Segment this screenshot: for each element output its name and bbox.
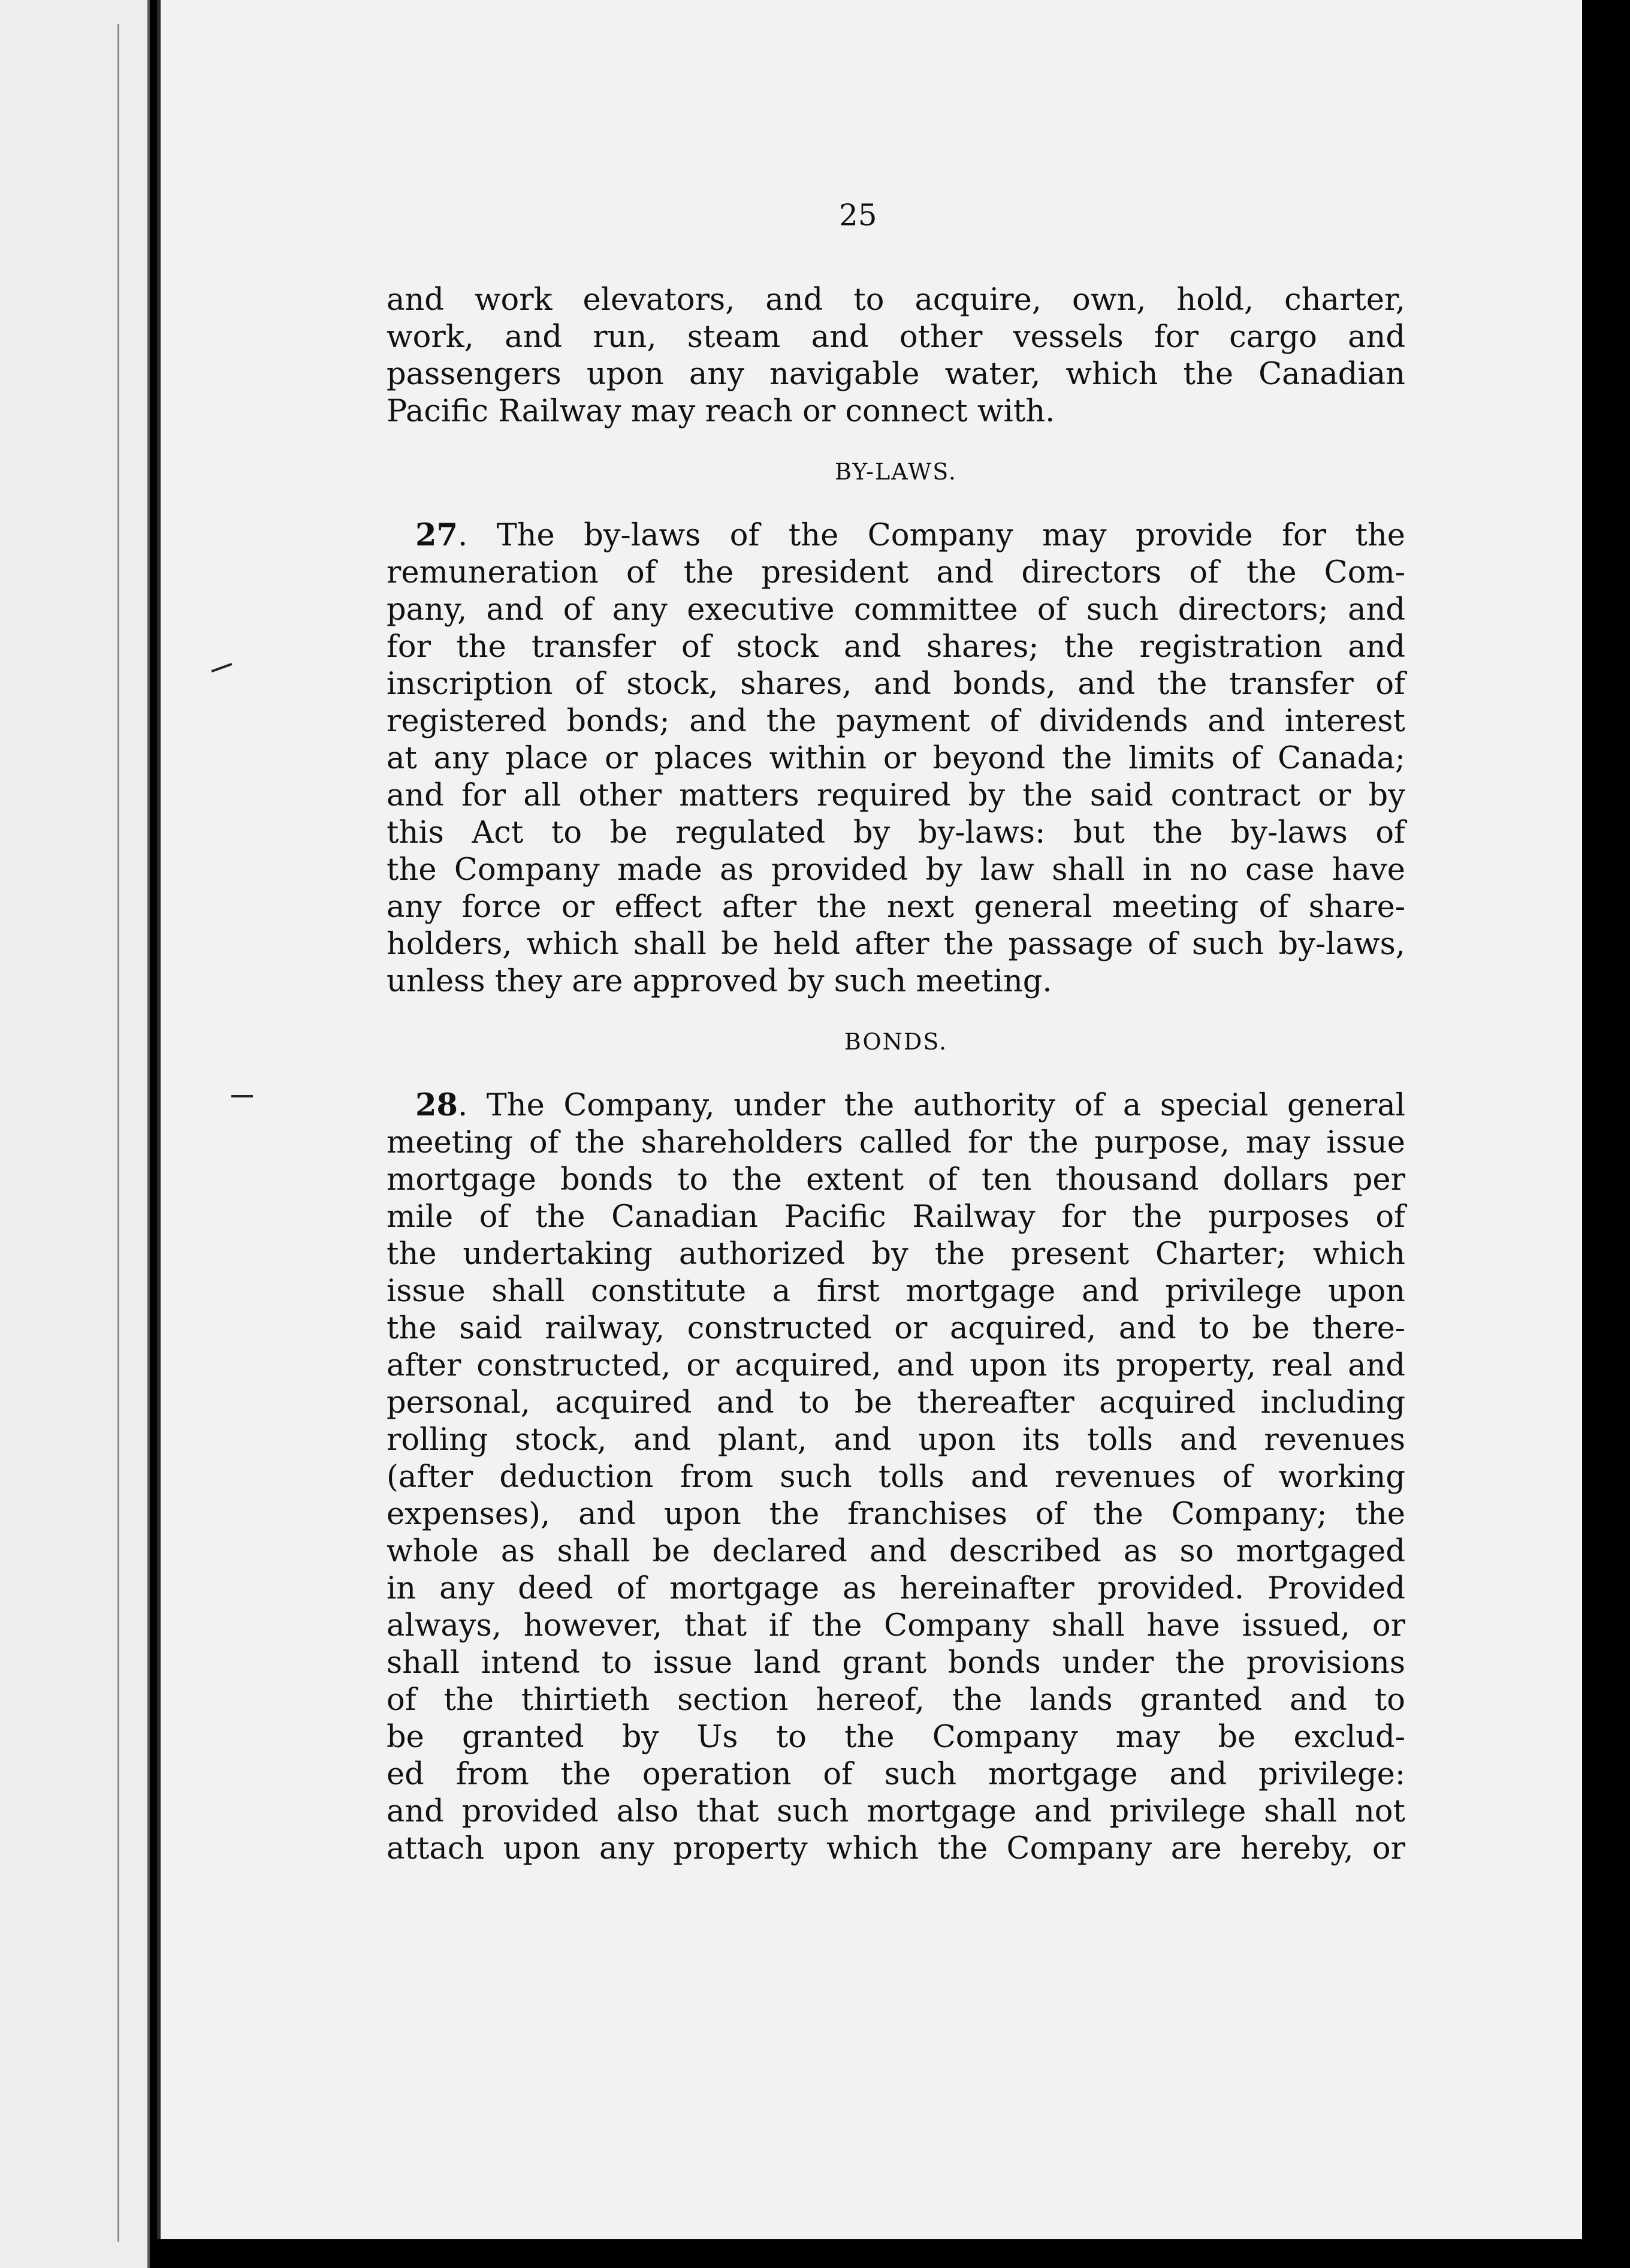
text-line: holders, which shall be held after the passage of such by-laws, [387, 927, 1405, 962]
text-line: inscription of stock, shares, and bonds, and the transfer of [387, 666, 1405, 702]
text-line: expenses), and upon the franchises of the Company; the [387, 1497, 1405, 1532]
opening-paragraph [387, 282, 1405, 430]
text-line: at any place or places within or beyond the limits of Canada; [387, 741, 1405, 776]
text-line [387, 1087, 1405, 1124]
paragraph-number: 27 [415, 517, 458, 553]
section-heading-bonds: BONDS. [844, 1029, 948, 1055]
text-line: registered bonds; and the payment of dividends and interest [387, 704, 1405, 739]
text-line: personal, acquired and to be thereafter acquired including [387, 1385, 1405, 1420]
text-line: passengers upon any navigable water, which the Canadian [387, 357, 1405, 392]
text-line: pany, and of any executive committee of such directors; and [387, 592, 1405, 628]
text-line: in any deed of mortgage as hereinafter provided. Provided [387, 1571, 1405, 1606]
text-line: remuneration of the president and directors of the Com- [387, 555, 1405, 590]
binding-line [117, 24, 119, 2242]
text-line: the undertaking authorized by the present Charter; which [387, 1236, 1405, 1272]
text-line: mile of the Canadian Pacific Railway for the purposes of [387, 1199, 1405, 1235]
text-fragment: . The by-laws of the Company may provide for the [457, 518, 1405, 553]
text-line: work, and run, steam and other vessels for cargo and [387, 319, 1405, 355]
text-line: ed from the operation of such mortgage and privilege: [387, 1757, 1405, 1792]
text-line: meeting of the shareholders called for the purpose, may issue [387, 1125, 1405, 1160]
text-line: and work elevators, and to acquire, own, hold, charter, [387, 282, 1405, 318]
text-line: always, however, that if the Company shall have issued, or [387, 1608, 1405, 1643]
text-line: this Act to be regulated by by-laws: but the by-laws of [387, 815, 1405, 850]
text-line: mortgage bonds to the extent of ten thousand dollars per [387, 1162, 1405, 1198]
text-line: unless they are approved by such meeting. [387, 964, 1052, 999]
text-fragment: . The Company, under the authority of a special general [457, 1088, 1405, 1123]
text-line: be granted by Us to the Company may be exclud- [387, 1720, 1405, 1755]
text-line: after constructed, or acquired, and upon its property, real and [387, 1348, 1405, 1383]
text-line: (after deduction from such tolls and revenues of working [387, 1459, 1405, 1495]
text-line: Pacific Railway may reach or connect with. [387, 394, 1055, 429]
text-line: shall intend to issue land grant bonds under the provisions [387, 1645, 1405, 1681]
text-line: attach upon any property which the Company are hereby, or [387, 1831, 1405, 1866]
facing-page-edge [0, 0, 150, 2268]
paragraph-27 [387, 517, 1405, 1000]
text-line: rolling stock, and plant, and upon its tolls and revenues [387, 1422, 1405, 1458]
text-line: issue shall constitute a first mortgage and privilege upon [387, 1274, 1405, 1309]
page-number: 25 [839, 198, 877, 233]
text-line: whole as shall be declared and described as so mortgaged [387, 1534, 1405, 1569]
text-line: the Company made as provided by law shall in no case have [387, 852, 1405, 888]
text-line: of the thirtieth section hereof, the lands granted and to [387, 1682, 1405, 1718]
text-line: and provided also that such mortgage and privilege shall not [387, 1794, 1405, 1829]
section-heading-bylaws: BY-LAWS. [835, 459, 957, 485]
paragraph-28 [387, 1087, 1405, 1868]
text-line [387, 517, 1405, 554]
text-line: for the transfer of stock and shares; the registration and [387, 629, 1405, 665]
document-body [387, 282, 1405, 1868]
scan-border [1582, 0, 1630, 2268]
text-line: and for all other matters required by the said contract or by [387, 778, 1405, 813]
paragraph-number: 28 [415, 1087, 458, 1123]
margin-mark [231, 1095, 253, 1097]
text-line: the said railway, constructed or acquired, and to be there- [387, 1311, 1405, 1346]
text-line: any force or effect after the next general meeting of share- [387, 889, 1405, 925]
